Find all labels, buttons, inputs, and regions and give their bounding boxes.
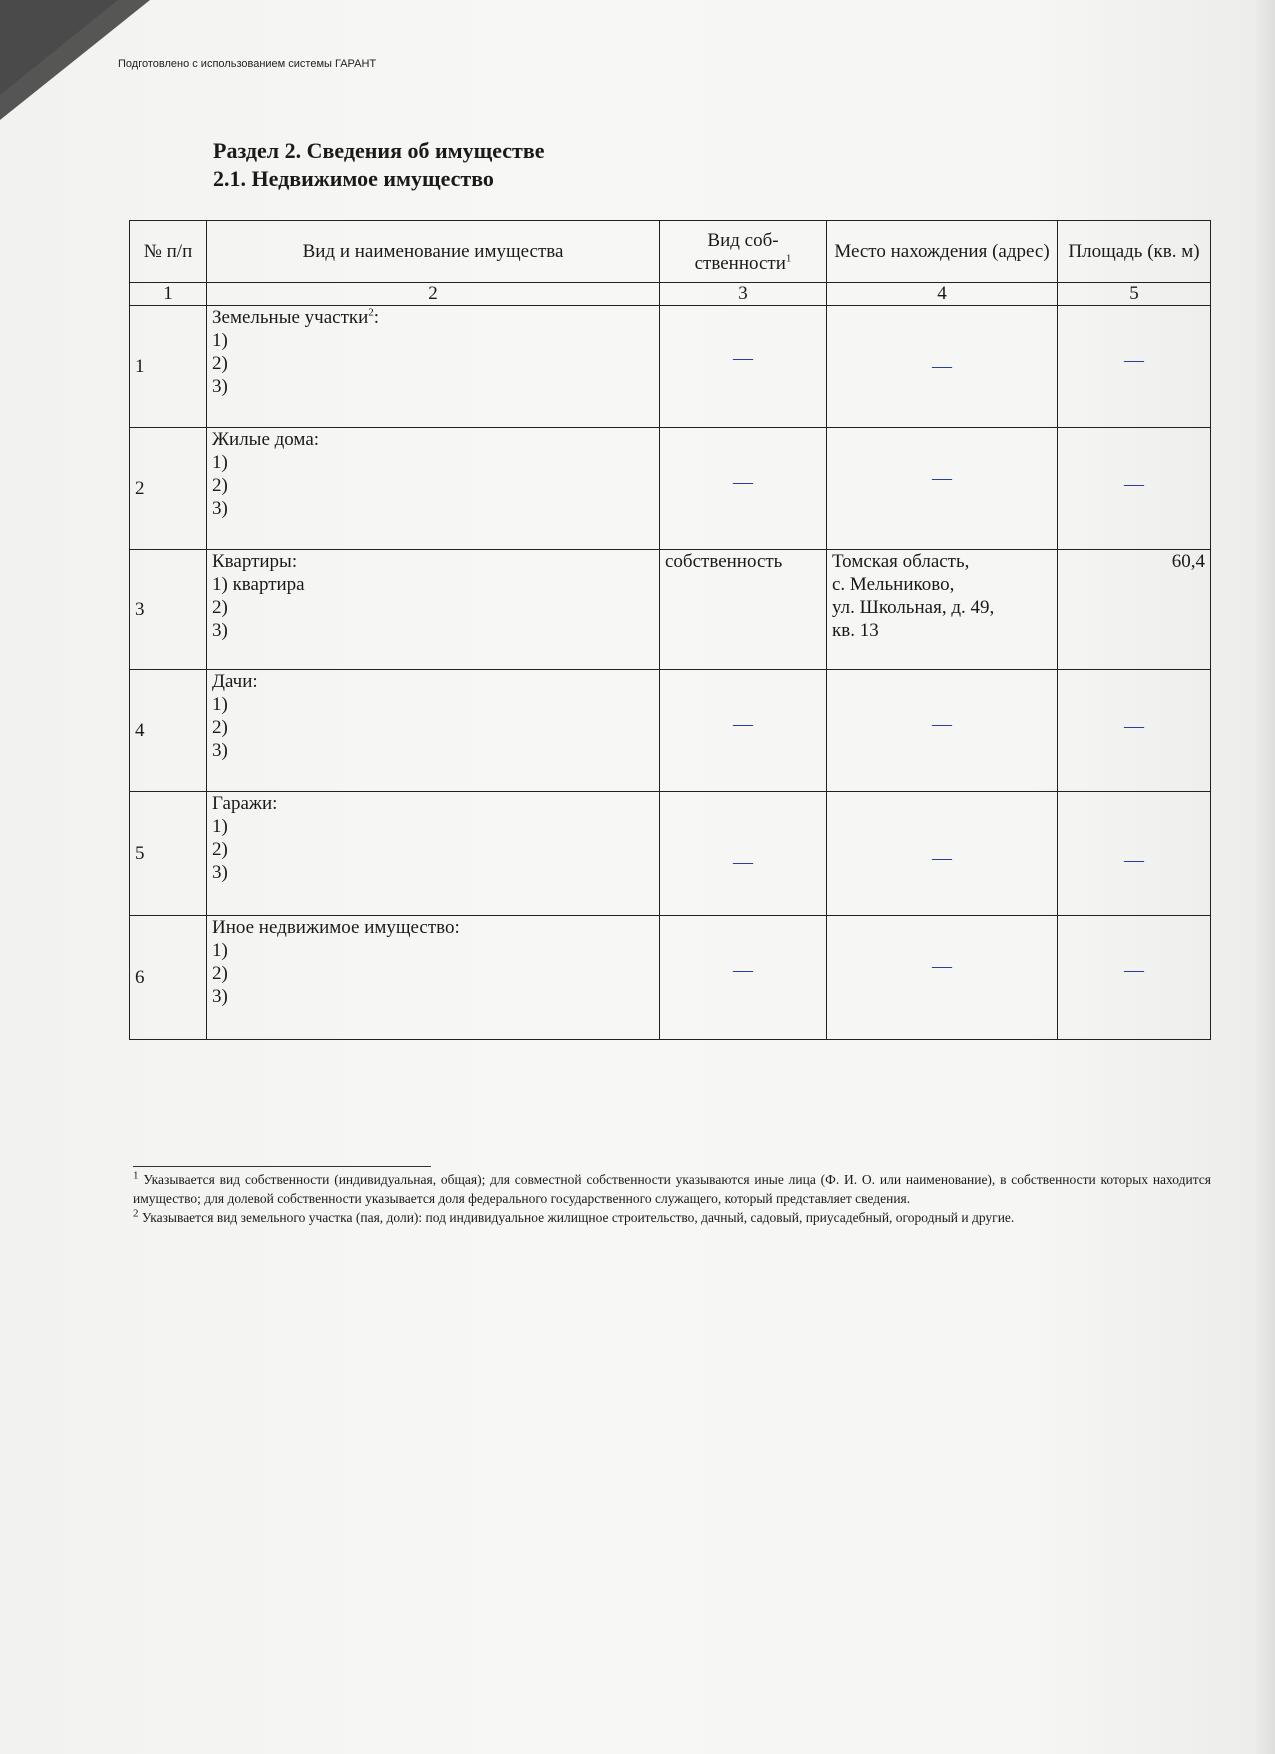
handwritten-dash: — xyxy=(733,959,753,981)
row-title: Земельные участки$^2$: xyxy=(212,306,380,328)
footnote-number: 2 xyxy=(133,1207,139,1220)
handwritten-dash: — xyxy=(733,851,753,873)
row-item: 1) xyxy=(212,452,228,473)
handwritten-dash: — xyxy=(733,347,753,369)
header-ownership: Вид соб-ственности$^1$ xyxy=(660,221,827,283)
location-cell xyxy=(827,428,1058,550)
row-title: Дачи: xyxy=(212,671,258,692)
handwritten-dash: — xyxy=(1124,959,1144,981)
ownership-cell: собственность xyxy=(660,550,827,670)
subsection-title: 2.1. Недвижимое имущество xyxy=(213,166,494,191)
area-cell xyxy=(1058,792,1211,916)
row-description xyxy=(207,550,660,670)
handwritten-dash: — xyxy=(1124,715,1144,737)
row-item: 2) xyxy=(212,717,228,738)
row-item: 2) xyxy=(212,839,228,860)
row-item: 1) xyxy=(212,940,228,961)
row-number: 2 xyxy=(130,428,207,550)
column-number: 5 xyxy=(1058,283,1211,306)
handwritten-dash: — xyxy=(932,955,952,977)
location-cell xyxy=(827,550,1058,670)
row-title: Квартиры: xyxy=(212,551,298,572)
address-line: ул. Школьная, д. 49, xyxy=(832,597,995,618)
row-item: 3) xyxy=(212,862,228,883)
ownership-cell xyxy=(660,792,827,916)
page-edge-shadow xyxy=(1253,0,1275,1754)
footnote xyxy=(133,1170,1211,1208)
location-cell xyxy=(827,670,1058,792)
handwritten-dash: — xyxy=(932,467,952,489)
handwritten-dash: — xyxy=(733,713,753,735)
location-cell xyxy=(827,306,1058,428)
row-description xyxy=(207,306,660,428)
row-title: Жилые дома: xyxy=(212,429,320,450)
row-description xyxy=(207,428,660,550)
ownership-cell xyxy=(660,428,827,550)
address-line: Томская область, xyxy=(832,551,970,572)
row-item: 3) xyxy=(212,376,228,397)
row-item: 2) xyxy=(212,475,228,496)
footnote-text: Указывается вид земельного участка (пая, доли): под индивидуальное жилищное строительство, дачный, садовый, приусадебный, огородный и другие. xyxy=(141,1210,1015,1225)
address-line: с. Мельниково, xyxy=(832,574,955,595)
row-description xyxy=(207,670,660,792)
table-row xyxy=(130,306,1211,428)
row-item: 3) xyxy=(212,740,228,761)
handwritten-dash: — xyxy=(1124,349,1144,371)
row-description xyxy=(207,916,660,1040)
table-header-row xyxy=(130,221,1211,283)
handwritten-dash: — xyxy=(932,847,952,869)
footnotes xyxy=(133,1170,1211,1227)
row-item: 1) xyxy=(212,816,228,837)
row-item: 1) xyxy=(212,694,228,715)
row-item: 3) xyxy=(212,620,228,641)
column-number: 2 xyxy=(207,283,660,306)
row-item: 1) квартира xyxy=(212,574,305,595)
table-row xyxy=(130,792,1211,916)
row-item: 2) xyxy=(212,963,228,984)
header-location: Место нахождения (адрес) xyxy=(827,221,1058,283)
footnote-number: 1 xyxy=(133,1169,139,1182)
table-row xyxy=(130,916,1211,1040)
area-cell xyxy=(1058,670,1211,792)
column-number-row xyxy=(130,283,1211,306)
header-area: Площадь (кв. м) xyxy=(1058,221,1211,283)
handwritten-dash: — xyxy=(1124,473,1144,495)
footnote-separator xyxy=(133,1166,431,1167)
section-heading xyxy=(213,137,545,193)
row-number: 3 xyxy=(130,550,207,670)
handwritten-dash: — xyxy=(733,471,753,493)
row-title: Гаражи: xyxy=(212,793,278,814)
area-cell xyxy=(1058,916,1211,1040)
ownership-cell xyxy=(660,670,827,792)
row-item: 3) xyxy=(212,986,228,1007)
column-number: 4 xyxy=(827,283,1058,306)
table-row xyxy=(130,670,1211,792)
handwritten-dash: — xyxy=(932,355,952,377)
row-item: 1) xyxy=(212,330,228,351)
area-cell xyxy=(1058,306,1211,428)
handwritten-dash: — xyxy=(1124,849,1144,871)
row-description xyxy=(207,792,660,916)
column-number: 1 xyxy=(130,283,207,306)
row-item: 3) xyxy=(212,498,228,519)
header-num: № п/п xyxy=(130,221,207,283)
location-cell xyxy=(827,916,1058,1040)
ownership-cell xyxy=(660,916,827,1040)
section-title: Раздел 2. Сведения об имуществе xyxy=(213,138,545,163)
row-number: 1 xyxy=(130,306,207,428)
row-item: 2) xyxy=(212,597,228,618)
address-line: кв. 13 xyxy=(832,620,879,641)
footnote-text: Указывается вид собственности (индивидуальная, общая); для совместной собственности указываются иные лица (Ф. И. О. или наименование), в собственности которых находится имущество; для долевой собственности указывается доля федерального государственного служащего, который представляет сведения. xyxy=(133,1172,1212,1206)
row-number: 5 xyxy=(130,792,207,916)
area-cell: 60,4 xyxy=(1058,550,1211,670)
row-number: 6 xyxy=(130,916,207,1040)
header-name: Вид и наименование имущества xyxy=(207,221,660,283)
column-number: 3 xyxy=(660,283,827,306)
ownership-cell xyxy=(660,306,827,428)
table-row xyxy=(130,428,1211,550)
footnote-ref-1: 1 xyxy=(785,252,792,265)
real-estate-table xyxy=(129,220,1211,1040)
footnote-ref-2: 2 xyxy=(368,306,374,319)
handwritten-dash: — xyxy=(932,713,952,735)
row-number: 4 xyxy=(130,670,207,792)
area-cell xyxy=(1058,428,1211,550)
row-title: Иное недвижимое имущество: xyxy=(212,917,460,938)
footnote xyxy=(133,1208,1211,1227)
location-cell xyxy=(827,792,1058,916)
header-note: Подготовлено с использованием системы ГАРАНТ xyxy=(118,58,377,70)
table-row xyxy=(130,550,1211,670)
row-item: 2) xyxy=(212,353,228,374)
